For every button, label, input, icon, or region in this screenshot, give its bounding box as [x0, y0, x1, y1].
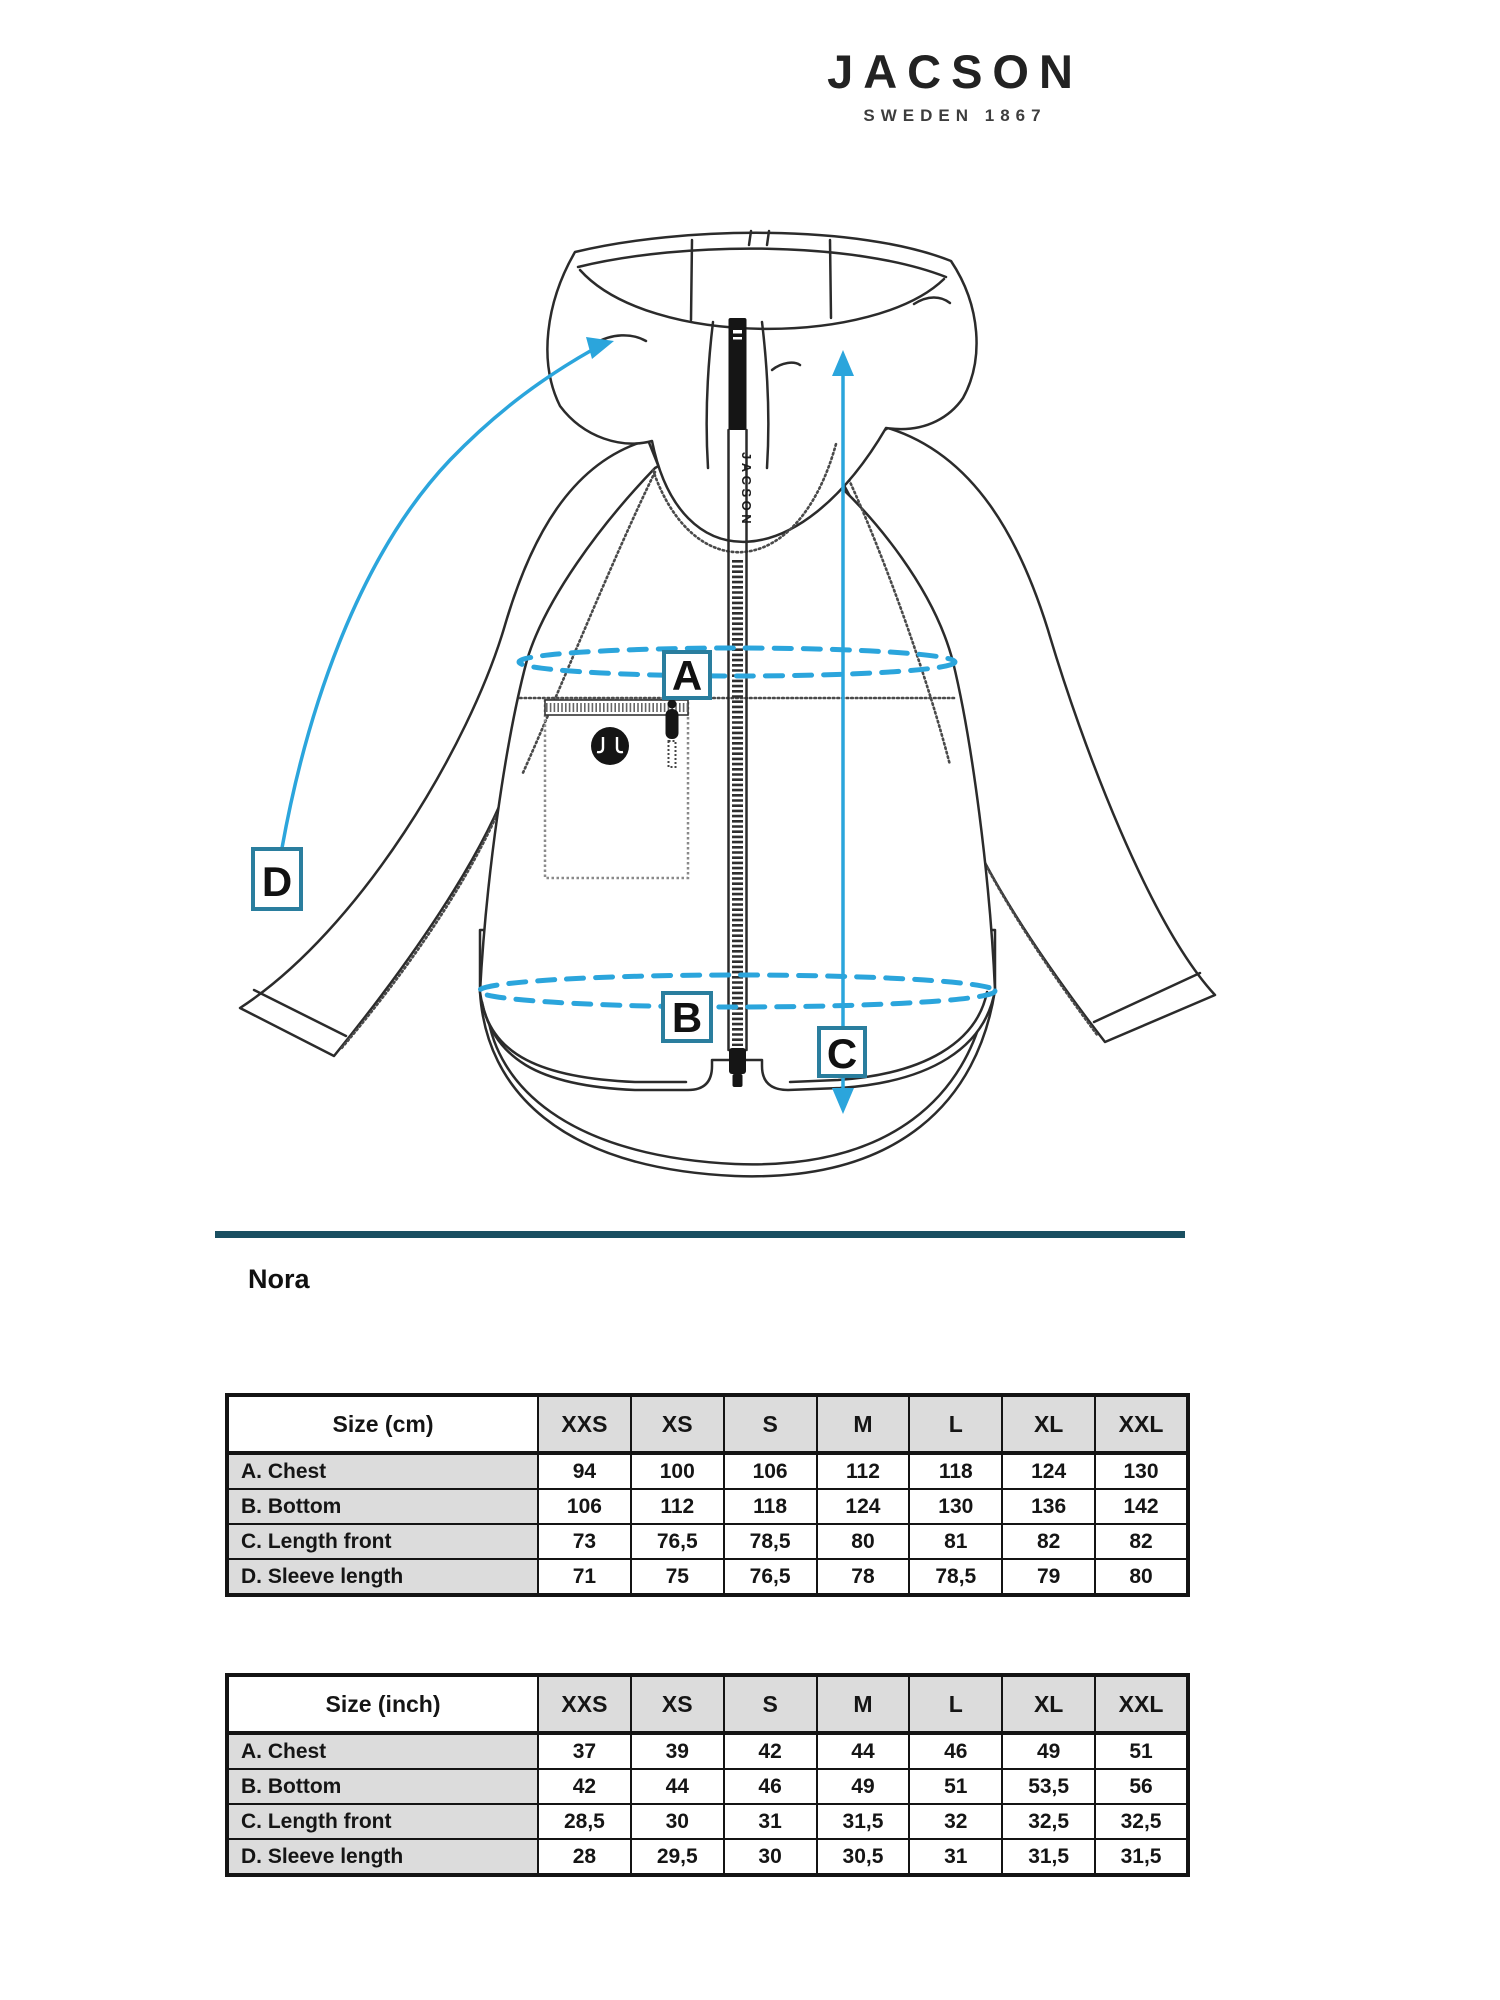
- measurement-value: 118: [724, 1489, 817, 1524]
- measurement-value: 30,5: [817, 1839, 910, 1875]
- divider-line: [215, 1231, 1185, 1238]
- measurement-value: 80: [817, 1524, 910, 1559]
- measurement-value: 42: [538, 1769, 631, 1804]
- marker-a: [664, 652, 710, 699]
- measurement-value: 30: [724, 1839, 817, 1875]
- measurement-value: 31,5: [817, 1804, 910, 1839]
- measurement-label: B. Bottom: [227, 1489, 538, 1524]
- jacket-drawing: [240, 231, 1215, 1176]
- measurement-value: 32,5: [1095, 1804, 1188, 1839]
- measurement-value: 124: [817, 1489, 910, 1524]
- measurement-value: 94: [538, 1453, 631, 1489]
- measurement-value: 49: [817, 1769, 910, 1804]
- product-name: Nora: [248, 1264, 310, 1294]
- size-table-title: Size (inch): [227, 1675, 538, 1733]
- measurement-value: 31: [724, 1804, 817, 1839]
- measurement-value: 100: [631, 1453, 724, 1489]
- measurement-value: 130: [909, 1489, 1002, 1524]
- measurement-value: 75: [631, 1559, 724, 1595]
- size-column-header: XL: [1002, 1395, 1095, 1453]
- measurement-value: 46: [909, 1733, 1002, 1769]
- zipper-tape-label: JACSON: [739, 452, 754, 528]
- measurement-value: 79: [1002, 1559, 1095, 1595]
- measurement-value: 49: [1002, 1733, 1095, 1769]
- zipper-slider: [729, 1048, 746, 1074]
- size-column-header: S: [724, 1675, 817, 1733]
- measurement-label: B. Bottom: [227, 1769, 538, 1804]
- size-column-header: M: [817, 1395, 910, 1453]
- size-column-header: XXL: [1095, 1395, 1188, 1453]
- marker-c: [819, 1028, 865, 1077]
- measurement-value: 112: [817, 1453, 910, 1489]
- hood-panel-seam: [830, 240, 831, 318]
- measurement-row: [227, 1804, 1188, 1839]
- measurement-value: 76,5: [724, 1559, 817, 1595]
- measurement-label: A. Chest: [227, 1733, 538, 1769]
- measurement-value: 76,5: [631, 1524, 724, 1559]
- measurement-value: 112: [631, 1489, 724, 1524]
- measurement-value: 78: [817, 1559, 910, 1595]
- measurement-value: 51: [909, 1769, 1002, 1804]
- measurement-label: C. Length front: [227, 1804, 538, 1839]
- measurement-value: 82: [1002, 1524, 1095, 1559]
- measurement-value: 31: [909, 1839, 1002, 1875]
- pocket-logo-patch: [591, 727, 629, 765]
- measurement-row: [227, 1453, 1188, 1489]
- size-column-header: M: [817, 1675, 910, 1733]
- measurement-value: 106: [538, 1489, 631, 1524]
- size-column-header: XS: [631, 1675, 724, 1733]
- measurement-value: 118: [909, 1453, 1002, 1489]
- measurement-value: 30: [631, 1804, 724, 1839]
- measurement-value: 39: [631, 1733, 724, 1769]
- size-column-header: L: [909, 1395, 1002, 1453]
- size-table-header-row: [227, 1675, 1188, 1733]
- measurement-value: 71: [538, 1559, 631, 1595]
- measurement-value: 80: [1095, 1559, 1188, 1595]
- size-column-header: XXL: [1095, 1675, 1188, 1733]
- measurement-value: 44: [631, 1769, 724, 1804]
- marker-d: [253, 849, 301, 909]
- measurement-label: D. Sleeve length: [227, 1839, 538, 1875]
- brand-logo: [827, 44, 1083, 126]
- measurement-label: A. Chest: [227, 1453, 538, 1489]
- measurement-value: 82: [1095, 1524, 1188, 1559]
- measurement-value: 130: [1095, 1453, 1188, 1489]
- measurement-row: [227, 1839, 1188, 1875]
- size-table-inch: [225, 1673, 1190, 1877]
- measurement-value: 73: [538, 1524, 631, 1559]
- measurement-value: 56: [1095, 1769, 1188, 1804]
- measurement-label: C. Length front: [227, 1524, 538, 1559]
- measurement-value: 78,5: [909, 1559, 1002, 1595]
- measurement-value: 28: [538, 1839, 631, 1875]
- measurement-row: [227, 1524, 1188, 1559]
- marker-b: [663, 993, 711, 1041]
- measurement-value: 28,5: [538, 1804, 631, 1839]
- size-column-header: L: [909, 1675, 1002, 1733]
- measurement-label: D. Sleeve length: [227, 1559, 538, 1595]
- measurement-row: [227, 1733, 1188, 1769]
- measurement-value: 31,5: [1002, 1839, 1095, 1875]
- hood-panel-seam: [691, 240, 692, 320]
- measurement-value: 53,5: [1002, 1769, 1095, 1804]
- size-table-title: Size (cm): [227, 1395, 538, 1453]
- measurement-value: 136: [1002, 1489, 1095, 1524]
- size-table-header-row: [227, 1395, 1188, 1453]
- marker-a-letter: A: [671, 652, 703, 699]
- measurement-value: 32: [909, 1804, 1002, 1839]
- size-column-header: XXS: [538, 1395, 631, 1453]
- measurement-row: [227, 1559, 1188, 1595]
- brand-name: JACSON: [827, 45, 1083, 98]
- marker-d-letter: D: [261, 858, 293, 905]
- measurement-value: 142: [1095, 1489, 1188, 1524]
- size-column-header: S: [724, 1395, 817, 1453]
- size-column-header: XXS: [538, 1675, 631, 1733]
- measurement-row: [227, 1489, 1188, 1524]
- measurement-value: 32,5: [1002, 1804, 1095, 1839]
- marker-c-letter: C: [826, 1030, 858, 1077]
- measurement-value: 51: [1095, 1733, 1188, 1769]
- jacket-measurement-diagram: [150, 180, 1350, 1200]
- size-table-cm: [225, 1393, 1190, 1597]
- measurement-value: 29,5: [631, 1839, 724, 1875]
- measurement-value: 46: [724, 1769, 817, 1804]
- measurement-row: [227, 1769, 1188, 1804]
- marker-b-letter: B: [671, 994, 703, 1041]
- measurement-value: 124: [1002, 1453, 1095, 1489]
- measurement-value: 42: [724, 1733, 817, 1769]
- measurement-value: 78,5: [724, 1524, 817, 1559]
- size-column-header: XL: [1002, 1675, 1095, 1733]
- measurement-value: 81: [909, 1524, 1002, 1559]
- measurement-value: 106: [724, 1453, 817, 1489]
- size-column-header: XS: [631, 1395, 724, 1453]
- measurement-value: 44: [817, 1733, 910, 1769]
- brand-tagline: SWEDEN 1867: [863, 106, 1047, 125]
- measurement-value: 37: [538, 1733, 631, 1769]
- measurement-value: 31,5: [1095, 1839, 1188, 1875]
- zipper-top-tape: [729, 318, 747, 430]
